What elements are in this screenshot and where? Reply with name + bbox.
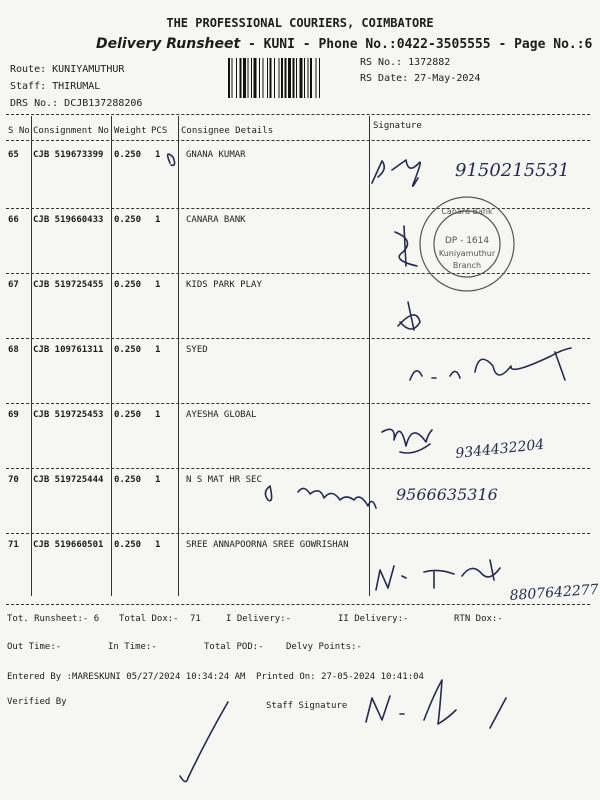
col-header-consignment: Consignment No: [33, 126, 109, 136]
row-sno: 70: [8, 475, 19, 485]
stamp-line-1: Canara Bank: [441, 207, 493, 216]
row-weight: 0.250: [114, 280, 142, 290]
row-consignee: GNANA KUMAR: [186, 150, 246, 160]
route-label: Route: KUNIYAMUTHUR: [10, 64, 125, 75]
signature-70: [265, 486, 376, 508]
entered-by: Entered By :MARESKUNI 05/27/2024 10:34:24 AM: [7, 672, 246, 682]
row-consignee: N S MAT HR SEC: [186, 475, 262, 485]
row-consignment-number: CJB 519725444: [33, 475, 104, 485]
row-consignee: SREE ANNAPOORNA SREE GOWRISHAN: [186, 540, 349, 550]
signature-66: [395, 226, 417, 266]
in-time: In Time:-: [108, 642, 157, 652]
printed-on: Printed On: 27-05-2024 10:41:04: [256, 672, 424, 682]
phone-69: 9344432204: [454, 436, 546, 462]
row-pcs: 1: [155, 280, 161, 290]
row-weight: 0.250: [114, 150, 142, 160]
row-pcs: 1: [155, 475, 161, 485]
signature-71: [376, 560, 500, 590]
tick-mark-icon: [168, 154, 175, 165]
total-dox-value: 71: [190, 614, 201, 624]
stamp-line-2: DP - 1614: [444, 236, 490, 246]
rs-date: RS Date: 27-May-2024: [360, 73, 481, 84]
staff-signature-scrawl: [366, 680, 506, 728]
company-title: THE PROFESSIONAL COURIERS, COIMBATORE: [166, 16, 434, 30]
row-pcs: 1: [155, 410, 161, 420]
row-weight: 0.250: [114, 345, 142, 355]
phone-65: 9150215531: [455, 160, 570, 181]
verified-by: Verified By: [7, 697, 67, 707]
canara-bank-stamp: [420, 197, 514, 291]
col-header-sno: S No: [8, 126, 30, 136]
signature-65: [372, 160, 420, 186]
row-consignee: KIDS PARK PLAY: [186, 280, 262, 290]
row-consignment-number: CJB 109761311: [33, 345, 104, 355]
row-sno: 66: [8, 215, 19, 225]
col-header-pcs: PCS: [151, 126, 168, 136]
row-pcs: 1: [155, 150, 161, 160]
row-weight: 0.250: [114, 540, 142, 550]
out-time: Out Time:-: [7, 642, 62, 652]
row-sno: 65: [8, 150, 19, 160]
col-header-weight: Weight: [114, 126, 147, 136]
row-consignee: SYED: [186, 345, 208, 355]
signature-69: [382, 429, 432, 453]
row-consignment-number: CJB 519725453: [33, 410, 104, 420]
row-weight: 0.250: [114, 410, 142, 420]
col-header-signature: Signature: [373, 121, 422, 131]
row-pcs: 1: [155, 345, 161, 355]
row-weight: 0.250: [114, 215, 142, 225]
drs-number: DRS No.: DCJB137288206: [10, 98, 143, 109]
total-dox-label: Total Dox:-: [119, 614, 179, 624]
footer-rule: [6, 604, 590, 605]
row-sno: 71: [8, 540, 19, 550]
phone-71: 8807642277: [509, 581, 600, 604]
row-pcs: 1: [155, 540, 161, 550]
phone-70: 9566635316: [396, 485, 498, 504]
stamp-line-3: Kuniyamuthur: [438, 249, 496, 258]
row-weight: 0.250: [114, 475, 142, 485]
rs-number: RS No.: 1372882: [360, 57, 451, 68]
col-header-consignee: Consignee Details: [181, 126, 274, 136]
tot-runsheet: Tot. Runsheet:- 6: [7, 614, 100, 624]
row-consignment-number: CJB 519660433: [33, 215, 104, 225]
stamp-line-4: Branch: [452, 261, 482, 270]
row-sno: 69: [8, 410, 19, 420]
total-pod: Total POD:-: [204, 642, 264, 652]
row-sno: 68: [8, 345, 19, 355]
runsheet-details: - KUNI - Phone No.:0422-3505555 - Page No.:6: [240, 37, 593, 52]
signature-68: [410, 348, 571, 380]
delvy-points: Delvy Points:-: [286, 642, 362, 652]
i-delivery: I Delivery:-: [226, 614, 292, 624]
row-consignee: AYESHA GLOBAL: [186, 410, 257, 420]
ii-delivery: II Delivery:-: [338, 614, 409, 624]
row-consignee: CANARA BANK: [186, 215, 246, 225]
verified-tick-mark: [180, 702, 228, 782]
row-consignment-number: CJB 519673399: [33, 150, 104, 160]
row-consignment-number: CJB 519725455: [33, 280, 104, 290]
staff-label: Staff: THIRUMAL: [10, 81, 101, 92]
signature-67: [398, 302, 420, 330]
staff-signature-label: Staff Signature: [266, 701, 348, 711]
runsheet-title: Delivery Runsheet: [96, 36, 241, 52]
row-pcs: 1: [155, 215, 161, 225]
rtn-dox: RTN Dox:-: [454, 614, 503, 624]
row-sno: 67: [8, 280, 19, 290]
row-consignment-number: CJB 519660501: [33, 540, 104, 550]
